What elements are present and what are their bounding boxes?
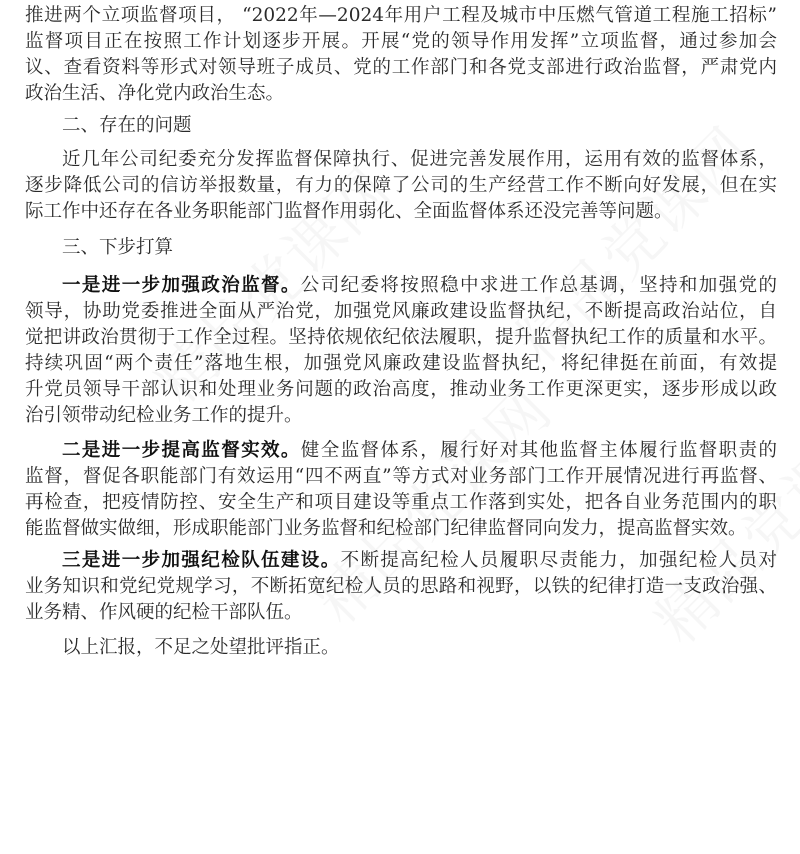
item-title: 三是进一步加强纪检队伍建设。 <box>62 550 341 571</box>
text-line: 监督项目正在按照工作计划逐步开展。开展“党的领导作用发挥”立项监督，通过参加会 <box>25 31 777 52</box>
item-title: 一是进一步加强政治监督。 <box>62 275 301 296</box>
text-line: 推进两个立项监督项目， “2022年—2024年用户工程及城市中压燃气管道工程施工招标” <box>25 5 777 26</box>
text-line: 政治生活、净化党内政治生态。 <box>25 83 285 104</box>
item-text: 不断提高纪检人员履职尽责能力，加强纪检人员对 <box>340 550 777 571</box>
item-text: 公司纪委将按照稳中求进工作总基调，坚持和加强党的 <box>300 275 777 296</box>
text-line: 能监督做实做细，形成职能部门业务监督和纪检部门纪律监督同向发力，提高监督实效。 <box>25 518 747 539</box>
text-line <box>62 439 777 463</box>
text-line <box>62 549 777 573</box>
text-line: 觉把讲政治贯彻于工作全过程。坚持依规依纪依法履职，提升监督执纪工作的质量和水平。 <box>25 327 777 348</box>
text-line: 治引领带动纪检业务工作的提升。 <box>25 405 303 426</box>
text-line <box>62 274 777 298</box>
text-line: 业务知识和党纪党规学习，不断拓宽纪检人员的思路和视野，以铁的纪律打造一支政治强、 <box>25 576 777 597</box>
text-line: 际工作中还存在各业务职能部门监督作用弱化、全面监督体系还没完善等问题。 <box>25 201 673 222</box>
item-title: 二是进一步提高监督实效。 <box>62 440 301 461</box>
section-heading-next-steps: 三、下步打算 <box>62 237 174 258</box>
text-line: 逐步降低公司的信访举报数量，有力的保障了公司的生产经营工作不断向好发展，但在实 <box>25 175 777 196</box>
closing-line: 以上汇报，不足之处望批评指正。 <box>62 637 340 658</box>
text-line: 议、查看资料等形式对领导班子成员、党的工作部门和各党支部进行政治监督，严肃党内 <box>25 57 777 78</box>
text-line: 升党员领导干部认识和处理业务问题的政治高度，推动业务工作更深更实，逐步形成以政 <box>25 379 777 400</box>
text-line: 业务精、作风硬的纪检干部队伍。 <box>25 602 303 623</box>
text-line: 近几年公司纪委充分发挥监督保障执行、促进完善发展作用，运用有效的监督体系， <box>62 149 777 170</box>
item-text: 健全监督体系，履行好对其他监督主体履行监督职责的 <box>300 440 777 461</box>
text-line: 再检查，把疫情防控、安全生产和项目建设等重点工作落到实处，把各自业务范围内的职 <box>25 492 777 513</box>
section-heading-problems: 二、存在的问题 <box>62 115 192 136</box>
text-line: 领导，协助党委推进全面从严治党，加强党风廉政建设监督执纪，不断提高政治站位，自 <box>25 301 777 322</box>
text-line: 监督，督促各职能部门有效运用“四不两直”等方式对业务部门工作开展情况进行再监督、 <box>25 466 777 487</box>
text-line: 持续巩固“两个责任”落地生根，加强党风廉政建设监督执纪，将纪律挺在前面，有效提 <box>25 353 777 374</box>
